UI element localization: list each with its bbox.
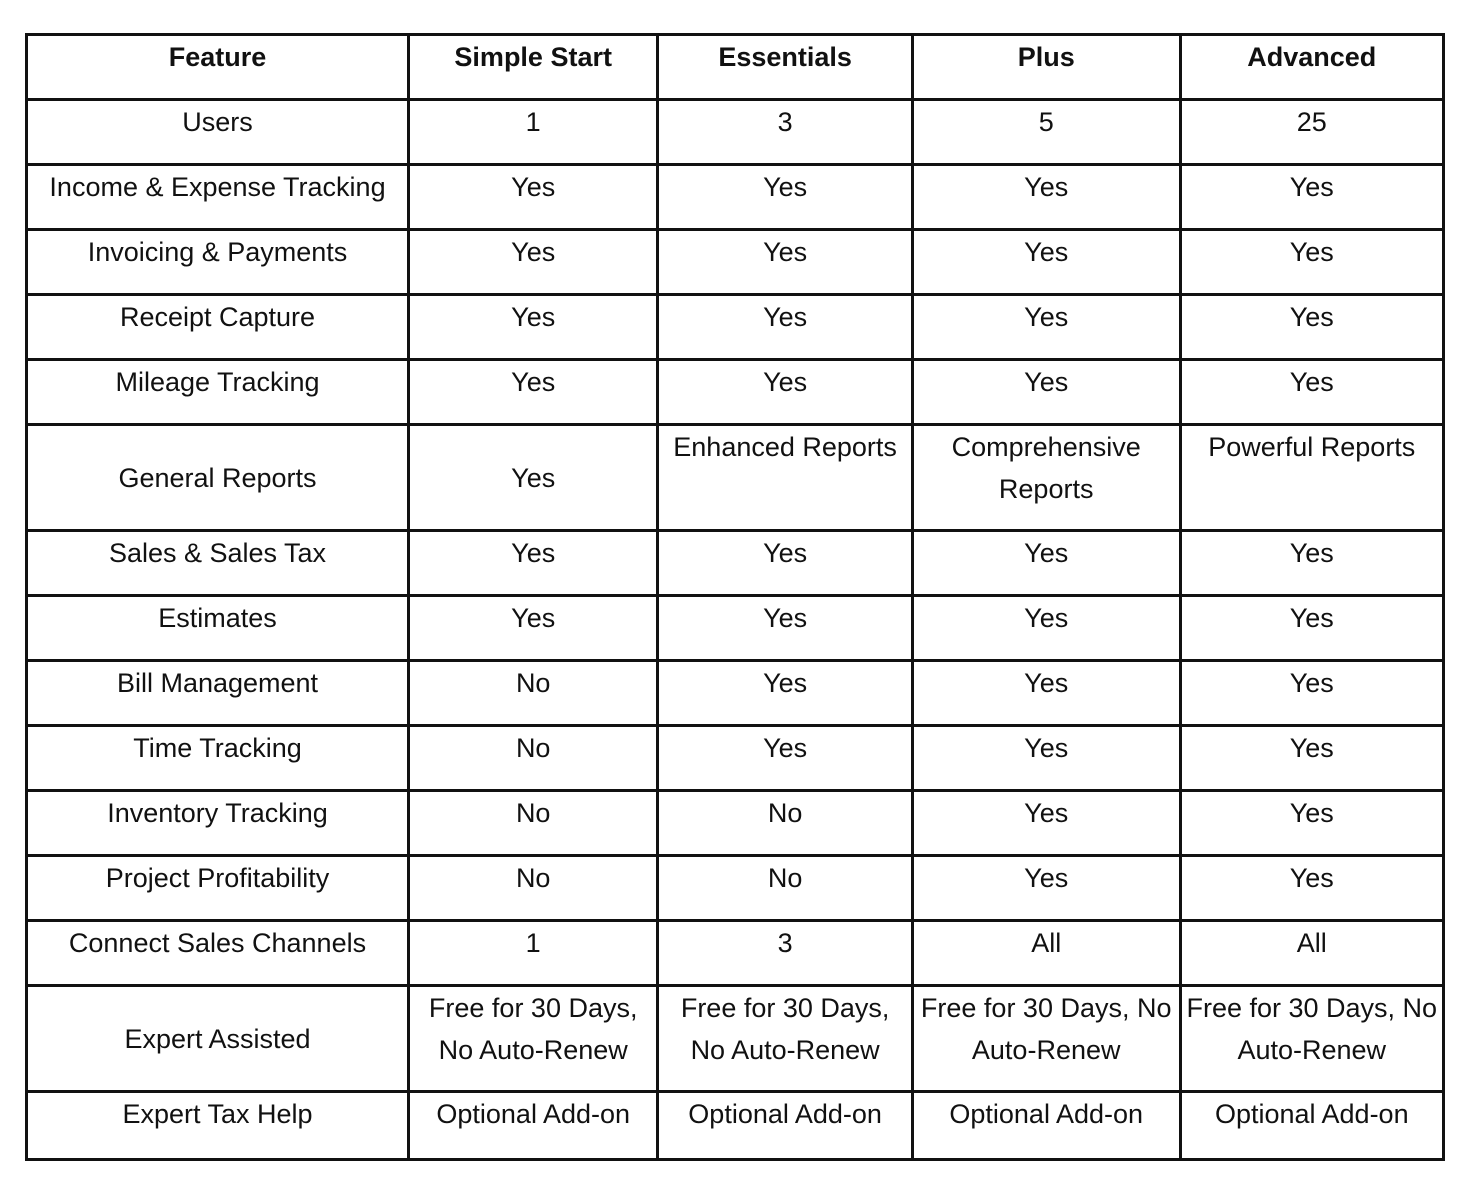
table-row	[27, 165, 1444, 230]
value-cell: Yes	[1180, 856, 1443, 921]
value-cell: Yes	[658, 360, 912, 425]
table-row	[27, 661, 1444, 726]
feature-cell: Estimates	[27, 596, 409, 661]
table-row	[27, 531, 1444, 596]
value-cell: Yes	[658, 165, 912, 230]
feature-cell: Sales & Sales Tax	[27, 531, 409, 596]
value-cell: Yes	[658, 596, 912, 661]
value-cell: Yes	[409, 596, 658, 661]
value-cell: Yes	[658, 531, 912, 596]
column-header: Simple Start	[409, 35, 658, 100]
value-cell: Yes	[912, 726, 1180, 791]
value-cell: Free for 30 Days, No Auto-Renew	[409, 986, 658, 1092]
feature-cell: Expert Tax Help	[27, 1092, 409, 1160]
value-cell: 1	[409, 100, 658, 165]
value-cell: Yes	[912, 791, 1180, 856]
value-cell: No	[409, 661, 658, 726]
value-cell: Optional Add-on	[1180, 1092, 1443, 1160]
table-row	[27, 726, 1444, 791]
value-cell: Yes	[912, 856, 1180, 921]
table-row	[27, 425, 1444, 531]
column-header: Advanced	[1180, 35, 1443, 100]
feature-cell: Inventory Tracking	[27, 791, 409, 856]
value-cell: Optional Add-on	[658, 1092, 912, 1160]
value-cell: Yes	[1180, 726, 1443, 791]
value-cell: Yes	[912, 596, 1180, 661]
value-cell: Yes	[1180, 596, 1443, 661]
feature-cell: Invoicing & Payments	[27, 230, 409, 295]
value-cell: Powerful Reports	[1180, 425, 1443, 531]
value-cell: 3	[658, 100, 912, 165]
value-cell: Yes	[1180, 531, 1443, 596]
table-row	[27, 921, 1444, 986]
table-row	[27, 360, 1444, 425]
value-cell: Yes	[409, 295, 658, 360]
value-cell: Optional Add-on	[912, 1092, 1180, 1160]
value-cell: No	[409, 726, 658, 791]
value-cell: Yes	[658, 295, 912, 360]
value-cell: Yes	[1180, 165, 1443, 230]
feature-cell: Time Tracking	[27, 726, 409, 791]
table-row	[27, 791, 1444, 856]
feature-cell: Expert Assisted	[27, 986, 409, 1092]
column-header: Feature	[27, 35, 409, 100]
value-cell: Free for 30 Days, No Auto-Renew	[658, 986, 912, 1092]
value-cell: Yes	[658, 726, 912, 791]
value-cell: Yes	[409, 165, 658, 230]
value-cell: Yes	[912, 360, 1180, 425]
feature-cell: Bill Management	[27, 661, 409, 726]
column-header: Plus	[912, 35, 1180, 100]
value-cell: Yes	[409, 425, 658, 531]
feature-cell: Income & Expense Tracking	[27, 165, 409, 230]
value-cell: Yes	[1180, 360, 1443, 425]
value-cell: Yes	[409, 230, 658, 295]
value-cell: Yes	[912, 531, 1180, 596]
feature-cell: Connect Sales Channels	[27, 921, 409, 986]
plan-comparison-table	[25, 33, 1445, 1161]
value-cell: 3	[658, 921, 912, 986]
value-cell: Yes	[912, 230, 1180, 295]
value-cell: Yes	[409, 531, 658, 596]
value-cell: Yes	[409, 360, 658, 425]
table-row	[27, 100, 1444, 165]
table-row	[27, 1092, 1444, 1160]
table-row	[27, 230, 1444, 295]
table-row	[27, 856, 1444, 921]
value-cell: Yes	[658, 230, 912, 295]
feature-cell: Receipt Capture	[27, 295, 409, 360]
value-cell: Yes	[658, 661, 912, 726]
value-cell: No	[658, 856, 912, 921]
value-cell: Yes	[912, 661, 1180, 726]
value-cell: Yes	[1180, 295, 1443, 360]
value-cell: Yes	[1180, 791, 1443, 856]
value-cell: Yes	[912, 165, 1180, 230]
table-row	[27, 295, 1444, 360]
value-cell: Comprehensive Reports	[912, 425, 1180, 531]
value-cell: Yes	[1180, 230, 1443, 295]
value-cell: All	[912, 921, 1180, 986]
value-cell: Optional Add-on	[409, 1092, 658, 1160]
value-cell: Enhanced Reports	[658, 425, 912, 531]
feature-cell: Users	[27, 100, 409, 165]
column-header: Essentials	[658, 35, 912, 100]
value-cell: No	[658, 791, 912, 856]
feature-cell: Mileage Tracking	[27, 360, 409, 425]
value-cell: No	[409, 856, 658, 921]
value-cell: 1	[409, 921, 658, 986]
feature-cell: General Reports	[27, 425, 409, 531]
value-cell: Free for 30 Days, No Auto-Renew	[912, 986, 1180, 1092]
header-row	[27, 35, 1444, 100]
value-cell: No	[409, 791, 658, 856]
value-cell: Yes	[912, 295, 1180, 360]
value-cell: 5	[912, 100, 1180, 165]
feature-cell: Project Profitability	[27, 856, 409, 921]
table-row	[27, 986, 1444, 1092]
table-row	[27, 596, 1444, 661]
value-cell: Free for 30 Days, No Auto-Renew	[1180, 986, 1443, 1092]
value-cell: 25	[1180, 100, 1443, 165]
value-cell: Yes	[1180, 661, 1443, 726]
value-cell: All	[1180, 921, 1443, 986]
